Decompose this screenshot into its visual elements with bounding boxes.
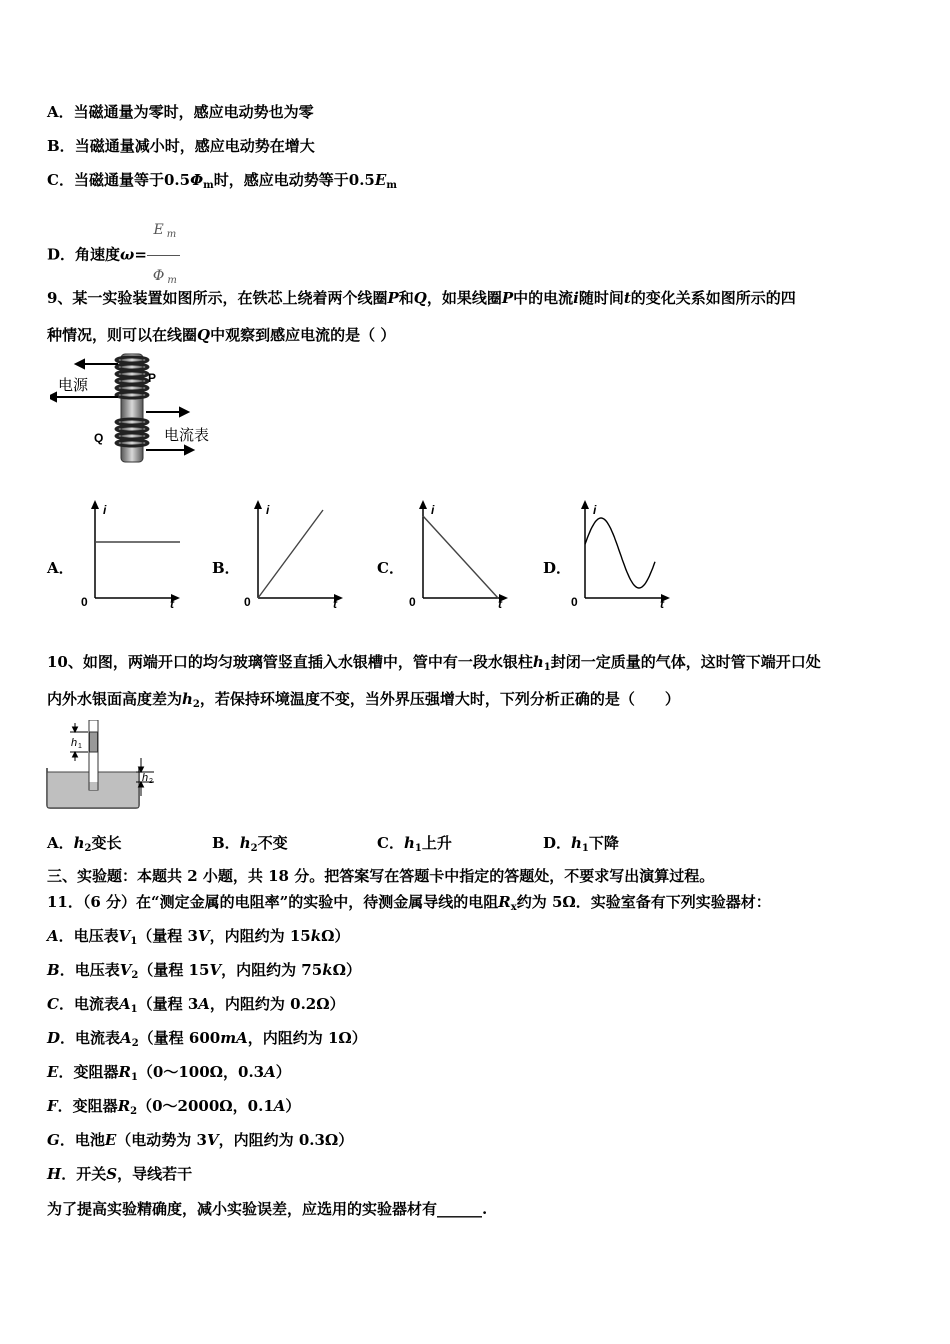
y-axis-label: i [103, 503, 107, 517]
section-3-heading: 三、实验题：本题共 2 小题，共 18 分。把答案写在答题卡中指定的答题处，不要求写出演算过程。 [47, 867, 715, 885]
q11-item-a: A．电压表$V_1$（量程 3V，内阻约为 15kΩ） [47, 927, 350, 947]
current-curve-sine [585, 518, 655, 588]
q9-option-d-letter: D． [543, 559, 572, 577]
q9-option-b-letter: B． [212, 559, 240, 577]
y-axis-arrow-icon [254, 500, 262, 509]
coil-apparatus-figure [50, 350, 230, 468]
q8-option-d: D．角速度ω= $\frac{E _m}{\Phi _m}$ [47, 210, 180, 301]
arrow-right-icon [180, 408, 188, 416]
y-axis-label: i [593, 503, 597, 517]
current-curve-decreasing [423, 516, 498, 598]
mercury-column [90, 732, 98, 752]
arrow-left-icon [76, 360, 84, 368]
h1-label: h [71, 737, 78, 749]
q9-option-c-letter: C． [377, 559, 404, 577]
coil-p-label: P [148, 371, 157, 385]
h2-sub-label: 2 [149, 778, 153, 785]
q11-item-h: H．开关S，导线若干 [47, 1165, 193, 1183]
q11-item-g: G．电池E（电动势为 3V，内阻约为 0.3Ω） [47, 1131, 354, 1149]
q8-option-c: C．当磁通量等于$0.5\Phi_m$时，感应电动势等于$0.5E_m$ [47, 171, 397, 191]
y-axis-label: i [431, 503, 435, 517]
q11-item-f: F．变阻器$R_2(0\sim 2000\Omega$，0.1A） [47, 1097, 301, 1117]
origin-label: 0 [409, 595, 416, 609]
q10-option-d: D．$h_1$下降 [543, 834, 619, 854]
q11-intro: 11．（6 分）在“测定金属的电阻率”的实验中，待测金属导线的电阻$R_x$约为 5Ω．实验室备有下列实验器材： [47, 893, 771, 913]
q11-question: 为了提高实验精确度，减小实验误差，应选用的实验器材有______. [47, 1200, 488, 1218]
q9-graphs [0, 490, 950, 620]
q10-option-a: A．$h_2$变长 [47, 834, 122, 854]
q9-stem-line2: 种情况，则可以在线圈Q中观察到感应电流的是（ ） [47, 326, 396, 344]
glass-tube [89, 720, 98, 790]
q10-stem-line1: 10、如图，两端开口的均匀玻璃管竖直插入水银槽中，管中有一段水银柱$h_1$封闭一定质量的气体，这时管下端开口处 [47, 653, 821, 673]
mercury-tube-figure [44, 720, 159, 812]
arrow-left-icon [50, 393, 56, 401]
q10-option-c: C．$h_1$上升 [377, 834, 452, 854]
x-axis-label: t [498, 597, 502, 611]
q11-item-e: E．变阻器$R_1(0\sim 100\Omega$，0.3A） [47, 1063, 291, 1083]
arrow-right-icon [185, 446, 193, 454]
coil-q-label: Q [94, 431, 104, 445]
y-axis-arrow-icon [91, 500, 99, 509]
origin-label: 0 [571, 595, 578, 609]
q8-option-a: A．当磁通量为零时，感应电动势也为零 [47, 103, 314, 121]
x-axis-label: t [333, 597, 337, 611]
q11-item-b: B．电压表$V_2$（量程 15V，内阻约为 75kΩ） [47, 961, 361, 981]
q8-option-b: B．当磁通量减小时，感应电动势在增大 [47, 137, 315, 155]
ammeter-label: 电流表 [164, 427, 210, 444]
q11-item-c: C．电流表$A_1$（量程 3A，内阻约为 0.2Ω） [47, 995, 345, 1015]
h2-label: h [142, 772, 149, 784]
q9-option-a-letter: A． [47, 559, 74, 577]
h1-sub-label: 1 [78, 743, 82, 750]
y-axis-label: i [266, 503, 270, 517]
power-label: 电源 [58, 377, 89, 394]
q9-stem-line1: 9、某一实验装置如图所示，在铁芯上绕着两个线圈P和Q，如果线圈P中的电流i随时间t的变化关系如图所示的四 [47, 289, 796, 307]
y-axis-arrow-icon [419, 500, 427, 509]
q11-item-d: D．电流表$A_2$（量程 600mA，内阻约为 1Ω） [47, 1029, 367, 1049]
origin-label: 0 [81, 595, 88, 609]
q10-stem-line2: 内外水银面高度差为$h_2$，若保持环境温度不变，当外界压强增大时，下列分析正确的是（ ） [47, 690, 680, 710]
x-axis-label: t [170, 597, 174, 611]
y-axis-arrow-icon [581, 500, 589, 509]
omega-fraction: $\frac{E _m}{\Phi _m}$ [147, 210, 180, 301]
current-curve-increasing [258, 510, 323, 598]
coil-p [116, 357, 148, 398]
x-axis-label: t [660, 597, 664, 611]
origin-label: 0 [244, 595, 251, 609]
q10-option-b: B．$h_2$不变 [212, 834, 288, 854]
